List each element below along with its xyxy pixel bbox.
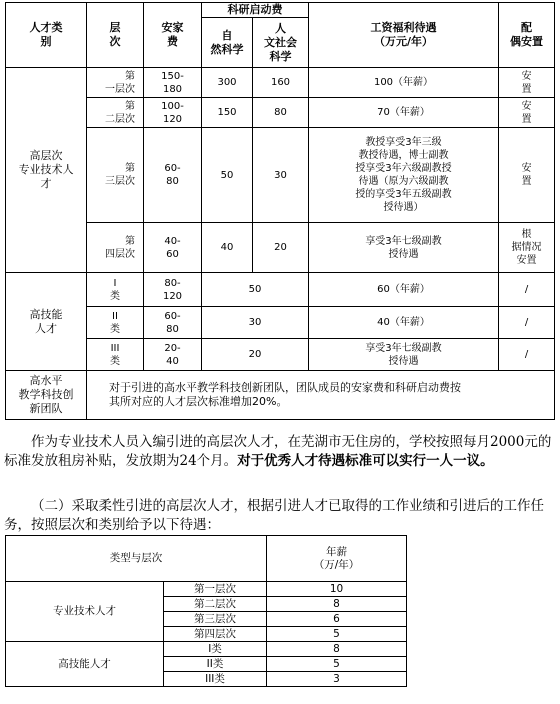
fee-cell: 100- 120: [144, 98, 202, 128]
talent-benefits-table: [5, 2, 555, 420]
header-type-level: 类型与层次: [6, 536, 267, 582]
spouse-cell: 安 置: [499, 98, 555, 128]
header-annual-salary: 年薪 （万/年）: [267, 536, 407, 582]
fee-cell: 60- 80: [144, 128, 202, 223]
salary-cell: 5: [267, 627, 407, 642]
salary-cell: 40（年薪）: [309, 307, 499, 339]
spouse-cell: /: [499, 339, 555, 371]
table-row: [6, 582, 407, 597]
salary-cell: 教授享受3年三级 教授待遇，博士副教 授享受3年六级副教授 待遇（原为六级副教 授的享受3年五级副教 授待遇）: [309, 128, 499, 223]
negotiation-note: 对于优秀人才待遇标准可以实行一人一议。: [237, 453, 494, 469]
fee-cell: 20- 40: [144, 339, 202, 371]
table-row: [6, 128, 555, 223]
housing-subsidy-text: 作为专业技术人员入编引进的高层次人才，在芜湖市无住房的，学校按照每月2000元的标准发放租房补贴，发放期为24个月。: [4, 434, 552, 469]
paragraph-housing-subsidy: [4, 433, 554, 471]
table-row: [6, 642, 407, 657]
table-row: [6, 273, 555, 307]
salary-cell: 5: [267, 657, 407, 672]
level-cell: III 类: [87, 339, 144, 371]
startup-fee-cell: 50: [202, 273, 309, 307]
humanities-cell: 80: [253, 98, 309, 128]
header-level: 层 次: [87, 3, 144, 68]
level-cell: 第一层次: [164, 582, 267, 597]
group-professional: 专业技术人才: [6, 582, 164, 642]
table-row: [6, 223, 555, 273]
salary-cell: 6: [267, 612, 407, 627]
level-cell: II类: [164, 657, 267, 672]
humanities-cell: 160: [253, 68, 309, 98]
salary-cell: 100（年薪）: [309, 68, 499, 98]
salary-cell: 8: [267, 597, 407, 612]
flexible-salary-table: [5, 535, 407, 687]
group-team: 高水平 教学科技创 新团队: [6, 371, 87, 420]
header-natural-science: 自 然科学: [202, 18, 253, 68]
level-cell: 第二层次: [164, 597, 267, 612]
spouse-cell: /: [499, 273, 555, 307]
spouse-cell: 安 置: [499, 68, 555, 98]
spouse-cell: 安 置: [499, 128, 555, 223]
natural-science-cell: 40: [202, 223, 253, 273]
header-salary: 工资福利待遇 （万元/年）: [309, 3, 499, 68]
salary-cell: 10: [267, 582, 407, 597]
level-cell: II 类: [87, 307, 144, 339]
level-cell: I 类: [87, 273, 144, 307]
salary-cell: 享受3年七级副教 授待遇: [309, 223, 499, 273]
spouse-cell: /: [499, 307, 555, 339]
flexible-introduction-text: （二）采取柔性引进的高层次人才，根据引进人才已取得的工作业绩和引进后的工作任务，按照层次和类别给予以下待遇：: [4, 498, 544, 533]
natural-science-cell: 50: [202, 128, 253, 223]
natural-science-cell: 300: [202, 68, 253, 98]
humanities-cell: 30: [253, 128, 309, 223]
salary-cell: 8: [267, 642, 407, 657]
salary-cell: 享受3年七级副教 授待遇: [309, 339, 499, 371]
salary-cell: 60（年薪）: [309, 273, 499, 307]
fee-cell: 60- 80: [144, 307, 202, 339]
table-row: [6, 371, 555, 420]
table-row: [6, 98, 555, 128]
group-skilled: 高技能人才: [6, 642, 164, 687]
level-cell: 第 二层次: [87, 98, 144, 128]
fee-cell: 80- 120: [144, 273, 202, 307]
header-spouse: 配 偶安置: [499, 3, 555, 68]
level-cell: 第 四层次: [87, 223, 144, 273]
level-cell: I类: [164, 642, 267, 657]
group-professional: 高层次 专业技术人 才: [6, 68, 87, 273]
startup-fee-cell: 30: [202, 307, 309, 339]
group-skilled: 高技能 人才: [6, 273, 87, 371]
fee-cell: 40- 60: [144, 223, 202, 273]
startup-fee-cell: 20: [202, 339, 309, 371]
table-row: [6, 307, 555, 339]
level-cell: 第三层次: [164, 612, 267, 627]
header-settlement-fee: 安家 费: [144, 3, 202, 68]
salary-cell: 70（年薪）: [309, 98, 499, 128]
level-cell: III类: [164, 672, 267, 687]
spouse-cell: 根 据情况 安置: [499, 223, 555, 273]
level-cell: 第四层次: [164, 627, 267, 642]
natural-science-cell: 150: [202, 98, 253, 128]
paragraph-flexible-introduction: [4, 497, 554, 535]
header-humanities: 人 文社会 科学: [253, 18, 309, 68]
humanities-cell: 20: [253, 223, 309, 273]
table-row: [6, 68, 555, 98]
team-note: 对于引进的高水平教学科技创新团队，团队成员的安家费和科研启动费按 其所对应的人才层次标准增加20%。: [87, 371, 555, 420]
header-talent-type: 人才类 别: [6, 3, 87, 68]
salary-cell: 3: [267, 672, 407, 687]
level-cell: 第 三层次: [87, 128, 144, 223]
fee-cell: 150- 180: [144, 68, 202, 98]
header-startup-fee: 科研启动费: [202, 3, 309, 18]
table-row: [6, 339, 555, 371]
level-cell: 第 一层次: [87, 68, 144, 98]
